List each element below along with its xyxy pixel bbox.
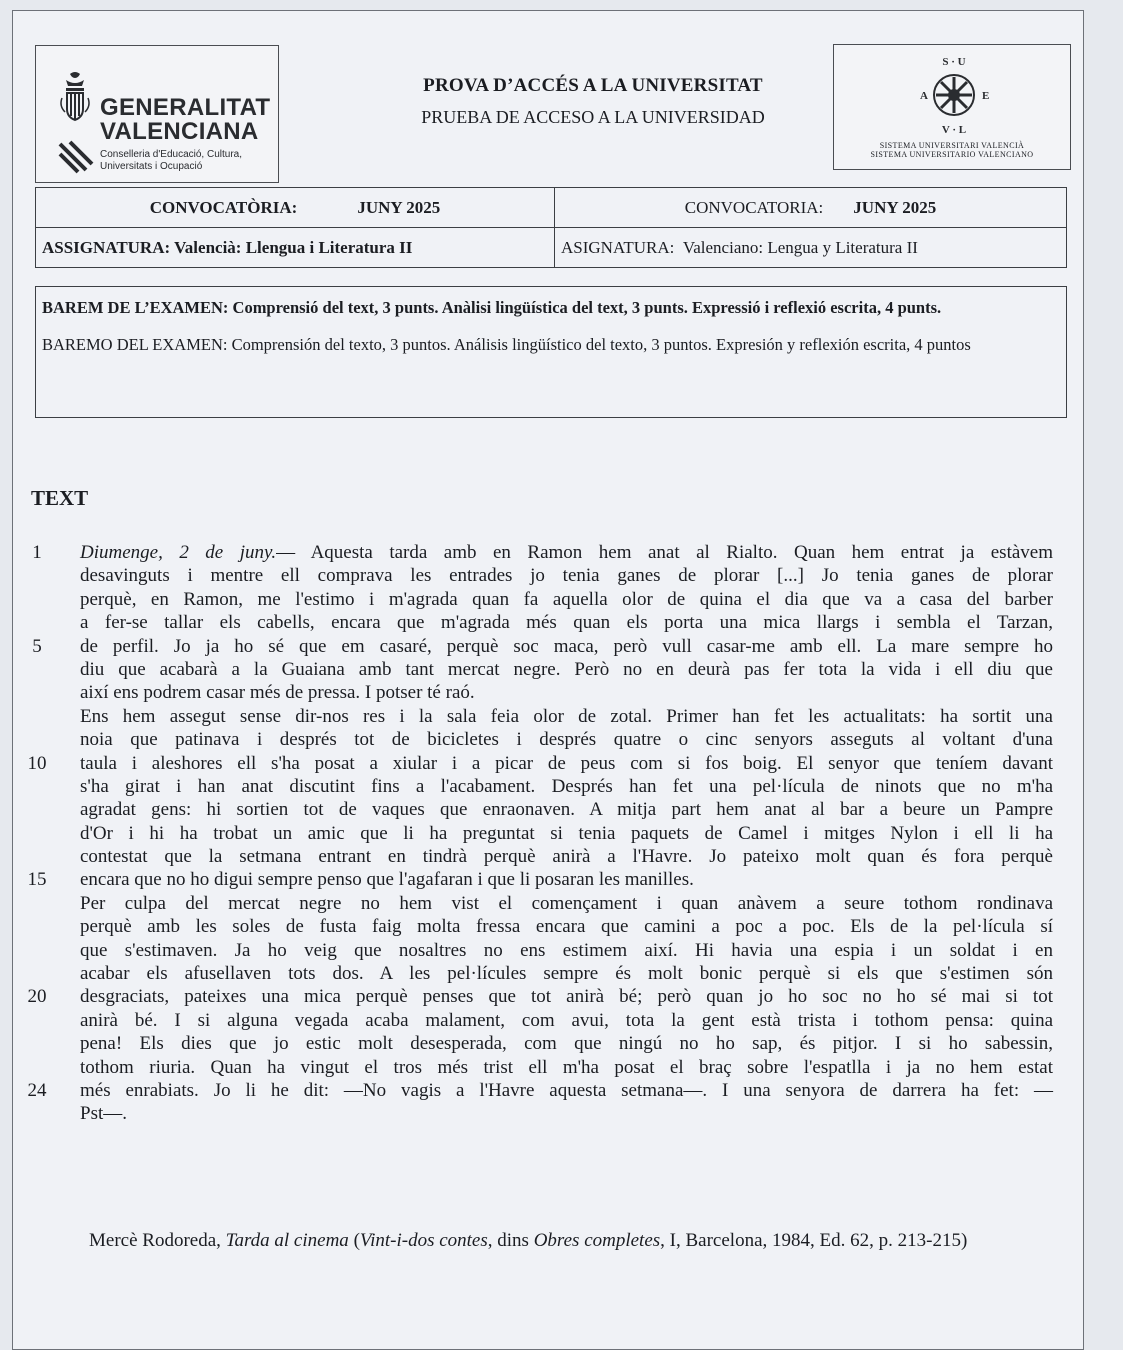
barem-box <box>35 286 1067 418</box>
line-body: que s'estimaven. Ja ho veig que nosaltres no ens estimem així. Hi havia una espia i un soldat i en <box>80 939 1053 961</box>
subject-es-value: Valenciano: Lengua y Literatura II <box>682 237 918 257</box>
line-body: agradat gens: hi sortien tot de vaques que enraonaven. A mitja part hem anat al bar a beure un Pampre <box>80 799 1053 821</box>
line-text <box>80 681 1053 704</box>
line-body: així ens podrem casar més de pressa. I potser té raó. <box>80 682 475 704</box>
line-body: taula i aleshores ell s'ha posat a xiular i a picar de peus com si fos boig. El senyor que teníem davant <box>80 752 1053 774</box>
line-body: Ens hem assegut sense dir-nos res i la sala feia olor de zotal. Primer han fet les actualitats: ha sortit una <box>80 705 1053 727</box>
line-text <box>80 705 1053 728</box>
convocatoria-va-value: JUNY 2025 <box>357 197 441 217</box>
line-text <box>80 822 1053 845</box>
convocatoria-es-value: JUNY 2025 <box>853 197 937 217</box>
line-text <box>80 1079 1053 1102</box>
passage-line <box>13 635 1085 658</box>
line-text <box>80 611 1053 634</box>
line-body: — Aquesta tarda amb en Ramon hem anat al Rialto. Quan hem entrat ja estàvem <box>276 542 1053 563</box>
convocatoria-es-cell <box>555 188 1067 228</box>
line-body: de perfil. Jo ja ho sé que em casaré, perquè soc maca, però vull casar-me amb ell. La mare sempre ho <box>80 635 1053 657</box>
line-body: diu que acabarà a la Guaiana amb tant mercat negre. Però no en deurà pas fer tota la vida i ell diu que <box>80 658 1053 680</box>
passage-line <box>13 1032 1085 1055</box>
line-body: desgraciats, pateixes una mica perquè penses que tot anirà bé; però quan jo ho soc no ho sé mai si tot <box>80 986 1053 1008</box>
university-seal-icon <box>914 51 994 137</box>
line-text <box>80 1056 1053 1079</box>
line-body: anirà bé. I si alguna vegada acaba malament, com avui, tota la gent està trista i tothom pensa: quina <box>80 1009 1053 1031</box>
line-body: acabar els afusellaven tots dos. A les pel·lícules sempre és molt bonic perquè si els que s'estimen són <box>80 963 1053 985</box>
passage-line <box>13 798 1085 821</box>
passage-line <box>13 1102 1085 1125</box>
line-body: perquè, en Ramon, me l'estimo i m'agrada quan fa aquella olor de quina el dia que va a casa del barber <box>80 588 1053 610</box>
line-number: 15 <box>27 869 47 891</box>
line-text <box>80 1102 1053 1125</box>
line-body: desavinguts i mentre ell comprava les entrades jo tenia ganes de plorar [...] Jo tenia ganes de plorar <box>80 565 1053 587</box>
line-text <box>80 892 1053 915</box>
line-text <box>80 752 1053 775</box>
line-number: 20 <box>27 986 47 1008</box>
line-text <box>80 1009 1053 1032</box>
logo-name-line1: GENERALITAT <box>100 94 271 121</box>
citation-p1: ( <box>348 1230 360 1251</box>
subject-va: ASSIGNATURA: Valencià: Llengua i Literatura II <box>36 228 555 268</box>
generalitat-logo <box>35 45 279 183</box>
subject-es-cell <box>555 228 1067 268</box>
svg-text:A: A <box>920 90 928 102</box>
passage-line <box>13 845 1085 868</box>
exam-title-es: PRUEBA DE ACCESO A LA UNIVERSIDAD <box>421 107 765 127</box>
exam-title-va: PROVA D’ACCÉS A LA UNIVERSITAT <box>423 75 763 96</box>
line-text <box>80 915 1053 938</box>
citation-works: Obres completes <box>533 1230 661 1251</box>
barem-va: BAREM DE L’EXAMEN: Comprensió del text, 3 punts. Anàlisi lingüística del text, 3 punts. Expressió i reflexió escrita, 4 punts. <box>42 298 942 317</box>
line-body: d'Or i hi ha trobat un amic que li ha preguntat si tenia paquets de Camel i mitges Nylon i ell li ha <box>80 822 1053 844</box>
logo-name <box>100 96 270 144</box>
line-text <box>80 845 1053 868</box>
passage-line <box>13 962 1085 985</box>
passage-line <box>13 892 1085 915</box>
line-body: a fer-se tallar els cabells, encara que m'agrada més quan els porta una mica llargs i sembla el Tarzan, <box>80 612 1053 634</box>
passage <box>13 541 1085 1126</box>
passage-line <box>13 658 1085 681</box>
line-number: 1 <box>32 542 42 563</box>
passage-line <box>13 915 1085 938</box>
line-text <box>80 868 1053 891</box>
convocatoria-es-label: CONVOCATORIA: <box>684 197 824 217</box>
citation-story: Tarda al cinema <box>225 1230 349 1251</box>
line-text <box>80 588 1053 611</box>
passage-line <box>13 752 1085 775</box>
citation-collection: Vint-i-dos contes <box>359 1230 488 1251</box>
passage-line <box>13 681 1085 704</box>
passage-line <box>13 564 1085 587</box>
convocatoria-va-label: CONVOCATÒRIA: <box>149 197 298 217</box>
line-text <box>80 635 1053 658</box>
logo-sub-line1: Conselleria d'Educació, Cultura, <box>100 149 242 160</box>
exam-title-block <box>313 75 873 128</box>
line-text <box>80 798 1053 821</box>
passage-line <box>13 705 1085 728</box>
line-body: perquè amb les soles de fusta faig molta fressa encara que camini a poc a poc. Els de la pel·lícula sí <box>80 916 1053 938</box>
passage-line <box>13 775 1085 798</box>
passage-line <box>13 728 1085 751</box>
stripes-icon <box>58 138 98 174</box>
line-text <box>80 1032 1053 1055</box>
line-body: contestat que la setmana entrant en tindrà perquè anirà a l'Havre. Jo pateixo molt quan és fora perquè <box>80 846 1053 868</box>
line-number: 24 <box>27 1079 47 1101</box>
line-text <box>80 541 1053 564</box>
passage-line <box>13 1079 1085 1102</box>
passage-line <box>13 985 1085 1008</box>
diary-date: Diumenge, 2 de juny. <box>80 542 277 563</box>
line-body: noia que patinava i després tot de bicicletes i després quatre o cinc senyors asseguts al voltant d'una <box>80 729 1053 751</box>
line-text <box>80 658 1053 681</box>
line-number: 5 <box>32 635 42 657</box>
line-text <box>80 962 1053 985</box>
sistema-line1: SISTEMA UNIVERSITARI VALENCIÀ <box>879 141 1025 150</box>
citation-p2: , dins <box>487 1230 534 1251</box>
exam-sheet <box>12 10 1084 1350</box>
subject-es-label: ASIGNATURA: <box>561 237 675 257</box>
line-text <box>80 985 1053 1008</box>
citation-p3: , I, Barcelona, 1984, Ed. 62, p. 213-215) <box>660 1230 968 1251</box>
line-body: encara que no ho digui sempre penso que l'agafaran i que li posaran les manilles. <box>80 869 694 891</box>
logo-department <box>100 149 242 173</box>
sistema-logo <box>833 44 1071 170</box>
svg-text:S · U: S · U <box>942 56 966 68</box>
line-body: Pst—. <box>80 1103 127 1125</box>
line-body: més enrabiats. Jo li he dit: —No vagis a l'Havre aquesta setmana—. I una senyora de darrera ha fet: — <box>80 1079 1053 1101</box>
citation-author: Mercè Rodoreda, <box>89 1230 226 1251</box>
line-body: Per culpa del mercat negre no hem vist el començament i quan anàvem a seure tothom rondinava <box>80 892 1053 914</box>
logo-name-line2: VALENCIANA <box>100 118 259 145</box>
sistema-line2: SISTEMA UNIVERSITARIO VALENCIANO <box>870 150 1034 159</box>
line-text <box>80 775 1053 798</box>
svg-text:V · L: V · L <box>941 124 967 136</box>
text-heading: TEXT <box>31 486 89 510</box>
passage-line <box>13 541 1085 564</box>
line-body: tothom riuria. Quan ha vingut el tros més trist ell m'ha posat el braç sobre l'espatlla i ja no hem estat <box>80 1056 1053 1078</box>
coat-of-arms-icon <box>58 70 92 140</box>
line-text <box>80 728 1053 751</box>
citation <box>89 1229 1039 1252</box>
exam-info-table <box>35 187 1067 268</box>
sistema-text <box>834 141 1070 159</box>
convocatoria-va-cell <box>36 188 555 228</box>
passage-line <box>13 1056 1085 1079</box>
line-text <box>80 564 1053 587</box>
logo-sub-line2: Universitats i Ocupació <box>100 161 203 172</box>
svg-text:E: E <box>982 90 990 102</box>
passage-line <box>13 822 1085 845</box>
line-text <box>80 939 1053 962</box>
line-body: pena! Els dies que jo estic molt desesperada, com que ningú no ho sap, és pitjor. I si ho sabessin, <box>80 1033 1053 1055</box>
passage-line <box>13 588 1085 611</box>
line-number: 10 <box>27 752 47 774</box>
passage-line <box>13 1009 1085 1032</box>
line-body: s'ha girat i han anat discutint fins a l'acabament. Després han fet una pel·lícula de ninots que no m'ha <box>80 775 1053 797</box>
passage-line <box>13 611 1085 634</box>
barem-es: BAREMO DEL EXAMEN: Comprensión del texto, 3 puntos. Análisis lingüístico del texto, 3 puntos. Expresión y reflexión escrita, 4 puntos <box>42 335 971 354</box>
passage-line <box>13 868 1085 891</box>
passage-line <box>13 939 1085 962</box>
